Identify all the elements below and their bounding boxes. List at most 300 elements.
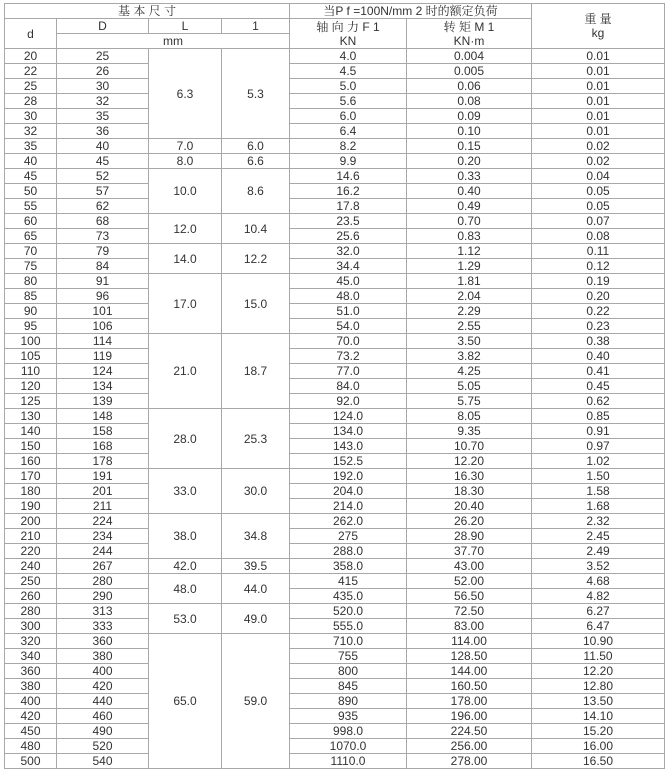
cell-torque: 0.004 bbox=[407, 49, 532, 64]
table-row bbox=[5, 649, 665, 664]
cell-torque: 0.15 bbox=[407, 139, 532, 154]
cell-torque: 1.12 bbox=[407, 244, 532, 259]
table-row bbox=[5, 49, 665, 64]
table-row bbox=[5, 409, 665, 424]
cell-weight: 0.11 bbox=[532, 244, 665, 259]
cell-D: 148 bbox=[57, 409, 149, 424]
cell-d: 480 bbox=[5, 739, 57, 754]
cell-D: 40 bbox=[57, 139, 149, 154]
cell-d: 280 bbox=[5, 604, 57, 619]
table-row bbox=[5, 739, 665, 754]
torque-unit: KN·m bbox=[453, 33, 485, 48]
cell-D: 400 bbox=[57, 664, 149, 679]
cell-D: 440 bbox=[57, 694, 149, 709]
cell-torque: 5.05 bbox=[407, 379, 532, 394]
table-row bbox=[5, 379, 665, 394]
cell-axial-force: 520.0 bbox=[290, 604, 407, 619]
cell-weight: 0.85 bbox=[532, 409, 665, 424]
table-row bbox=[5, 514, 665, 529]
cell-D: 73 bbox=[57, 229, 149, 244]
table-row bbox=[5, 199, 665, 214]
cell-weight: 1.68 bbox=[532, 499, 665, 514]
table-row bbox=[5, 469, 665, 484]
cell-D: 267 bbox=[57, 559, 149, 574]
cell-d: 380 bbox=[5, 679, 57, 694]
cell-d: 150 bbox=[5, 439, 57, 454]
cell-weight: 0.97 bbox=[532, 439, 665, 454]
cell-d: 340 bbox=[5, 649, 57, 664]
table-row bbox=[5, 454, 665, 469]
table-row bbox=[5, 499, 665, 514]
table-row bbox=[5, 589, 665, 604]
cell-axial-force: 5.6 bbox=[290, 94, 407, 109]
cell-l: 18.7 bbox=[222, 334, 290, 409]
table-row bbox=[5, 544, 665, 559]
cell-d: 180 bbox=[5, 484, 57, 499]
cell-torque: 4.25 bbox=[407, 364, 532, 379]
table-row bbox=[5, 259, 665, 274]
cell-torque: 2.29 bbox=[407, 304, 532, 319]
cell-d: 300 bbox=[5, 619, 57, 634]
cell-D: 380 bbox=[57, 649, 149, 664]
cell-l: 44.0 bbox=[222, 574, 290, 604]
cell-D: 79 bbox=[57, 244, 149, 259]
cell-d: 240 bbox=[5, 559, 57, 574]
cell-L: 38.0 bbox=[149, 514, 222, 559]
cell-D: 84 bbox=[57, 259, 149, 274]
cell-l: 10.4 bbox=[222, 214, 290, 244]
cell-D: 139 bbox=[57, 394, 149, 409]
cell-L: 12.0 bbox=[149, 214, 222, 244]
cell-D: 191 bbox=[57, 469, 149, 484]
cell-torque: 160.50 bbox=[407, 679, 532, 694]
cell-d: 200 bbox=[5, 514, 57, 529]
cell-L: 28.0 bbox=[149, 409, 222, 469]
cell-weight: 6.27 bbox=[532, 604, 665, 619]
cell-axial-force: 262.0 bbox=[290, 514, 407, 529]
table-row bbox=[5, 709, 665, 724]
cell-torque: 0.06 bbox=[407, 79, 532, 94]
cell-d: 120 bbox=[5, 379, 57, 394]
cell-d: 32 bbox=[5, 124, 57, 139]
cell-torque: 2.04 bbox=[407, 289, 532, 304]
cell-torque: 3.50 bbox=[407, 334, 532, 349]
cell-d: 210 bbox=[5, 529, 57, 544]
cell-weight: 0.01 bbox=[532, 109, 665, 124]
cell-l: 49.0 bbox=[222, 604, 290, 634]
cell-torque: 1.81 bbox=[407, 274, 532, 289]
cell-d: 140 bbox=[5, 424, 57, 439]
cell-weight: 12.20 bbox=[532, 664, 665, 679]
cell-weight: 0.08 bbox=[532, 229, 665, 244]
cell-axial-force: 77.0 bbox=[290, 364, 407, 379]
cell-weight: 0.04 bbox=[532, 169, 665, 184]
cell-D: 360 bbox=[57, 634, 149, 649]
cell-torque: 0.83 bbox=[407, 229, 532, 244]
cell-torque: 16.30 bbox=[407, 469, 532, 484]
table-row bbox=[5, 694, 665, 709]
cell-weight: 6.47 bbox=[532, 619, 665, 634]
cell-d: 80 bbox=[5, 274, 57, 289]
cell-weight: 1.58 bbox=[532, 484, 665, 499]
cell-weight: 0.62 bbox=[532, 394, 665, 409]
cell-torque: 28.90 bbox=[407, 529, 532, 544]
cell-l: 30.0 bbox=[222, 469, 290, 514]
cell-axial-force: 192.0 bbox=[290, 469, 407, 484]
cell-axial-force: 845 bbox=[290, 679, 407, 694]
cell-torque: 0.70 bbox=[407, 214, 532, 229]
table-row bbox=[5, 229, 665, 244]
cell-D: 91 bbox=[57, 274, 149, 289]
cell-D: 460 bbox=[57, 709, 149, 724]
cell-weight: 10.90 bbox=[532, 634, 665, 649]
cell-d: 90 bbox=[5, 304, 57, 319]
cell-d: 30 bbox=[5, 109, 57, 124]
weight-label: 重 量 bbox=[584, 12, 612, 26]
mm-unit-header: mm bbox=[57, 34, 290, 49]
cell-axial-force: 435.0 bbox=[290, 589, 407, 604]
cell-l: 39.5 bbox=[222, 559, 290, 574]
cell-D: 26 bbox=[57, 64, 149, 79]
cell-L: 14.0 bbox=[149, 244, 222, 274]
cell-D: 114 bbox=[57, 334, 149, 349]
cell-L: 33.0 bbox=[149, 469, 222, 514]
cell-axial-force: 555.0 bbox=[290, 619, 407, 634]
cell-d: 60 bbox=[5, 214, 57, 229]
cell-weight: 2.32 bbox=[532, 514, 665, 529]
table-row bbox=[5, 529, 665, 544]
cell-axial-force: 143.0 bbox=[290, 439, 407, 454]
cell-axial-force: 935 bbox=[290, 709, 407, 724]
cell-axial-force: 890 bbox=[290, 694, 407, 709]
cell-weight: 4.82 bbox=[532, 589, 665, 604]
cell-d: 170 bbox=[5, 469, 57, 484]
cell-d: 65 bbox=[5, 229, 57, 244]
cell-axial-force: 34.4 bbox=[290, 259, 407, 274]
cell-d: 130 bbox=[5, 409, 57, 424]
cell-D: 520 bbox=[57, 739, 149, 754]
cell-d: 450 bbox=[5, 724, 57, 739]
cell-axial-force: 51.0 bbox=[290, 304, 407, 319]
cell-weight: 0.40 bbox=[532, 349, 665, 364]
rated-load-header: 当P f =100N/mm 2 时的额定负荷 bbox=[290, 4, 532, 19]
table-row bbox=[5, 334, 665, 349]
cell-l: 5.3 bbox=[222, 49, 290, 139]
table-row bbox=[5, 274, 665, 289]
cell-D: 119 bbox=[57, 349, 149, 364]
cell-L: 65.0 bbox=[149, 634, 222, 769]
cell-axial-force: 214.0 bbox=[290, 499, 407, 514]
cell-D: 134 bbox=[57, 379, 149, 394]
cell-d: 35 bbox=[5, 139, 57, 154]
cell-D: 201 bbox=[57, 484, 149, 499]
cell-weight: 0.45 bbox=[532, 379, 665, 394]
cell-torque: 256.00 bbox=[407, 739, 532, 754]
table-row bbox=[5, 559, 665, 574]
cell-torque: 0.09 bbox=[407, 109, 532, 124]
cell-D: 62 bbox=[57, 199, 149, 214]
weight-unit: kg bbox=[591, 26, 605, 40]
cell-axial-force: 152.5 bbox=[290, 454, 407, 469]
cell-torque: 3.82 bbox=[407, 349, 532, 364]
cell-torque: 8.05 bbox=[407, 409, 532, 424]
cell-weight: 0.02 bbox=[532, 139, 665, 154]
cell-torque: 0.33 bbox=[407, 169, 532, 184]
cell-torque: 18.30 bbox=[407, 484, 532, 499]
cell-weight: 1.02 bbox=[532, 454, 665, 469]
table-row bbox=[5, 619, 665, 634]
cell-D: 106 bbox=[57, 319, 149, 334]
cell-l: 12.2 bbox=[222, 244, 290, 274]
table-row bbox=[5, 364, 665, 379]
cell-torque: 52.00 bbox=[407, 574, 532, 589]
cell-d: 55 bbox=[5, 199, 57, 214]
cell-D: 57 bbox=[57, 184, 149, 199]
table-row bbox=[5, 484, 665, 499]
cell-d: 28 bbox=[5, 94, 57, 109]
table-row bbox=[5, 664, 665, 679]
cell-weight: 16.00 bbox=[532, 739, 665, 754]
cell-D: 224 bbox=[57, 514, 149, 529]
cell-weight: 4.68 bbox=[532, 574, 665, 589]
torque-label: 转 矩 M 1 bbox=[443, 19, 495, 34]
cell-d: 220 bbox=[5, 544, 57, 559]
cell-D: 45 bbox=[57, 154, 149, 169]
cell-d: 100 bbox=[5, 334, 57, 349]
cell-l: 6.6 bbox=[222, 154, 290, 169]
table-row bbox=[5, 64, 665, 79]
cell-l: 34.8 bbox=[222, 514, 290, 559]
cell-axial-force: 23.5 bbox=[290, 214, 407, 229]
cell-axial-force: 134.0 bbox=[290, 424, 407, 439]
cell-axial-force: 9.9 bbox=[290, 154, 407, 169]
cell-weight: 0.05 bbox=[532, 199, 665, 214]
cell-axial-force: 70.0 bbox=[290, 334, 407, 349]
cell-axial-force: 8.2 bbox=[290, 139, 407, 154]
table-row bbox=[5, 109, 665, 124]
table-row bbox=[5, 634, 665, 649]
cell-L: 6.3 bbox=[149, 49, 222, 139]
axial-force-label: 轴 向 力 F 1 bbox=[316, 19, 380, 34]
cell-D: 313 bbox=[57, 604, 149, 619]
cell-weight: 0.19 bbox=[532, 274, 665, 289]
cell-torque: 0.08 bbox=[407, 94, 532, 109]
cell-torque: 196.00 bbox=[407, 709, 532, 724]
cell-axial-force: 5.0 bbox=[290, 79, 407, 94]
cell-torque: 37.70 bbox=[407, 544, 532, 559]
cell-weight: 12.80 bbox=[532, 679, 665, 694]
cell-D: 32 bbox=[57, 94, 149, 109]
cell-d: 320 bbox=[5, 634, 57, 649]
cell-d: 190 bbox=[5, 499, 57, 514]
cell-D: 540 bbox=[57, 754, 149, 769]
col-D-header: D bbox=[57, 19, 149, 34]
cell-weight: 0.01 bbox=[532, 124, 665, 139]
cell-d: 250 bbox=[5, 574, 57, 589]
axial-force-unit: KN bbox=[339, 33, 357, 48]
cell-l: 25.3 bbox=[222, 409, 290, 469]
cell-torque: 2.55 bbox=[407, 319, 532, 334]
cell-d: 110 bbox=[5, 364, 57, 379]
cell-D: 68 bbox=[57, 214, 149, 229]
cell-torque: 9.35 bbox=[407, 424, 532, 439]
col-l-header: 1 bbox=[222, 19, 290, 34]
cell-weight: 11.50 bbox=[532, 649, 665, 664]
cell-axial-force: 73.2 bbox=[290, 349, 407, 364]
cell-torque: 0.005 bbox=[407, 64, 532, 79]
cell-d: 85 bbox=[5, 289, 57, 304]
cell-axial-force: 1110.0 bbox=[290, 754, 407, 769]
cell-d: 40 bbox=[5, 154, 57, 169]
cell-d: 105 bbox=[5, 349, 57, 364]
cell-torque: 0.20 bbox=[407, 154, 532, 169]
cell-weight: 2.49 bbox=[532, 544, 665, 559]
table-row bbox=[5, 679, 665, 694]
table-row bbox=[5, 754, 665, 769]
cell-weight: 1.50 bbox=[532, 469, 665, 484]
basic-size-header: 基 本 尺 寸 bbox=[5, 4, 290, 19]
table-body bbox=[5, 49, 665, 769]
table-row bbox=[5, 244, 665, 259]
cell-torque: 10.70 bbox=[407, 439, 532, 454]
cell-L: 8.0 bbox=[149, 154, 222, 169]
cell-weight: 0.01 bbox=[532, 49, 665, 64]
cell-L: 48.0 bbox=[149, 574, 222, 604]
col-L-header: L bbox=[149, 19, 222, 34]
cell-D: 101 bbox=[57, 304, 149, 319]
cell-weight: 16.50 bbox=[532, 754, 665, 769]
cell-weight: 0.91 bbox=[532, 424, 665, 439]
cell-D: 124 bbox=[57, 364, 149, 379]
cell-D: 420 bbox=[57, 679, 149, 694]
cell-L: 42.0 bbox=[149, 559, 222, 574]
cell-L: 53.0 bbox=[149, 604, 222, 634]
table-row bbox=[5, 79, 665, 94]
weight-header bbox=[532, 4, 665, 49]
cell-L: 7.0 bbox=[149, 139, 222, 154]
cell-weight: 0.38 bbox=[532, 334, 665, 349]
cell-weight: 0.01 bbox=[532, 94, 665, 109]
cell-D: 280 bbox=[57, 574, 149, 589]
cell-axial-force: 710.0 bbox=[290, 634, 407, 649]
cell-torque: 128.50 bbox=[407, 649, 532, 664]
cell-l: 15.0 bbox=[222, 274, 290, 334]
cell-d: 95 bbox=[5, 319, 57, 334]
cell-d: 45 bbox=[5, 169, 57, 184]
cell-d: 360 bbox=[5, 664, 57, 679]
cell-weight: 3.52 bbox=[532, 559, 665, 574]
cell-axial-force: 6.4 bbox=[290, 124, 407, 139]
cell-D: 234 bbox=[57, 529, 149, 544]
table-row bbox=[5, 214, 665, 229]
cell-axial-force: 92.0 bbox=[290, 394, 407, 409]
cell-axial-force: 16.2 bbox=[290, 184, 407, 199]
cell-d: 500 bbox=[5, 754, 57, 769]
table-row bbox=[5, 169, 665, 184]
cell-d: 50 bbox=[5, 184, 57, 199]
torque-header bbox=[407, 19, 532, 49]
cell-weight: 0.01 bbox=[532, 64, 665, 79]
cell-d: 25 bbox=[5, 79, 57, 94]
cell-D: 333 bbox=[57, 619, 149, 634]
cell-torque: 72.50 bbox=[407, 604, 532, 619]
cell-l: 8.6 bbox=[222, 169, 290, 214]
cell-axial-force: 755 bbox=[290, 649, 407, 664]
table-row bbox=[5, 424, 665, 439]
table-row bbox=[5, 349, 665, 364]
table-row bbox=[5, 319, 665, 334]
cell-weight: 0.01 bbox=[532, 79, 665, 94]
cell-weight: 0.07 bbox=[532, 214, 665, 229]
cell-d: 20 bbox=[5, 49, 57, 64]
cell-D: 52 bbox=[57, 169, 149, 184]
cell-torque: 5.75 bbox=[407, 394, 532, 409]
cell-torque: 0.40 bbox=[407, 184, 532, 199]
cell-axial-force: 204.0 bbox=[290, 484, 407, 499]
cell-d: 160 bbox=[5, 454, 57, 469]
cell-axial-force: 4.5 bbox=[290, 64, 407, 79]
cell-axial-force: 32.0 bbox=[290, 244, 407, 259]
cell-D: 290 bbox=[57, 589, 149, 604]
cell-torque: 43.00 bbox=[407, 559, 532, 574]
cell-axial-force: 415 bbox=[290, 574, 407, 589]
col-d-header: d bbox=[5, 19, 57, 49]
cell-l: 59.0 bbox=[222, 634, 290, 769]
table-row bbox=[5, 289, 665, 304]
cell-axial-force: 48.0 bbox=[290, 289, 407, 304]
cell-torque: 26.20 bbox=[407, 514, 532, 529]
cell-torque: 12.20 bbox=[407, 454, 532, 469]
table-row bbox=[5, 439, 665, 454]
cell-axial-force: 358.0 bbox=[290, 559, 407, 574]
cell-torque: 20.40 bbox=[407, 499, 532, 514]
cell-axial-force: 998.0 bbox=[290, 724, 407, 739]
cell-axial-force: 288.0 bbox=[290, 544, 407, 559]
cell-d: 260 bbox=[5, 589, 57, 604]
cell-D: 35 bbox=[57, 109, 149, 124]
cell-axial-force: 84.0 bbox=[290, 379, 407, 394]
table-row bbox=[5, 304, 665, 319]
cell-weight: 15.20 bbox=[532, 724, 665, 739]
cell-L: 21.0 bbox=[149, 334, 222, 409]
cell-d: 125 bbox=[5, 394, 57, 409]
cell-D: 244 bbox=[57, 544, 149, 559]
cell-torque: 114.00 bbox=[407, 634, 532, 649]
table-row bbox=[5, 139, 665, 154]
table-row bbox=[5, 574, 665, 589]
cell-axial-force: 124.0 bbox=[290, 409, 407, 424]
cell-weight: 0.02 bbox=[532, 154, 665, 169]
table-row bbox=[5, 94, 665, 109]
cell-axial-force: 800 bbox=[290, 664, 407, 679]
table-row bbox=[5, 184, 665, 199]
cell-torque: 0.49 bbox=[407, 199, 532, 214]
cell-d: 420 bbox=[5, 709, 57, 724]
cell-D: 490 bbox=[57, 724, 149, 739]
spec-table bbox=[4, 3, 665, 769]
cell-torque: 224.50 bbox=[407, 724, 532, 739]
cell-D: 158 bbox=[57, 424, 149, 439]
axial-force-header bbox=[290, 19, 407, 49]
cell-axial-force: 1070.0 bbox=[290, 739, 407, 754]
cell-d: 70 bbox=[5, 244, 57, 259]
cell-axial-force: 25.6 bbox=[290, 229, 407, 244]
cell-D: 211 bbox=[57, 499, 149, 514]
cell-l: 6.0 bbox=[222, 139, 290, 154]
cell-weight: 0.23 bbox=[532, 319, 665, 334]
table-row bbox=[5, 154, 665, 169]
cell-D: 96 bbox=[57, 289, 149, 304]
